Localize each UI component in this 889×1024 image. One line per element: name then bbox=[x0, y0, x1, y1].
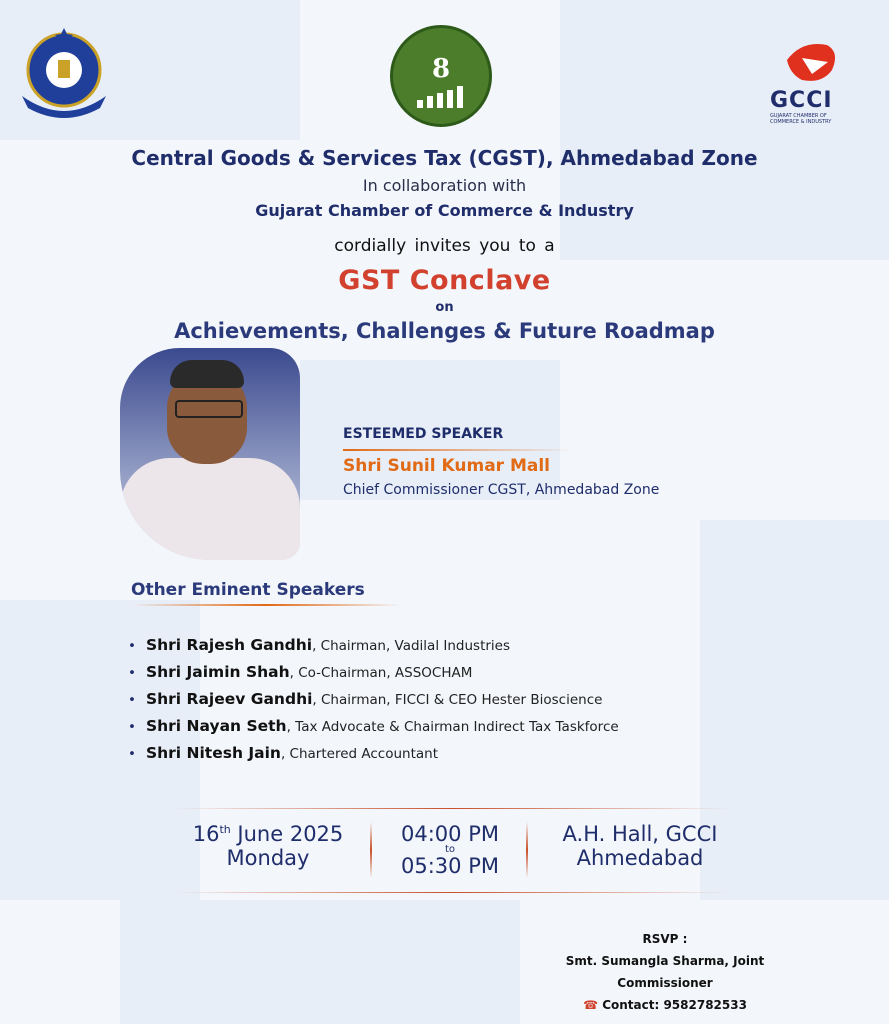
list-item: • Shri Jaimin Shah, Co-Chairman, ASSOCHAM bbox=[128, 663, 619, 690]
list-item: • Shri Rajesh Gandhi, Chairman, Vadilal Industries bbox=[128, 636, 619, 663]
gst-8-years-logo bbox=[390, 25, 492, 127]
cbic-emblem-logo bbox=[20, 26, 108, 118]
organizer-title: Central Goods & Services Tax (CGST), Ahmedabad Zone bbox=[131, 146, 758, 170]
years-number: 8 bbox=[431, 54, 451, 84]
divider bbox=[172, 808, 732, 809]
divider bbox=[343, 449, 573, 451]
speaker-photo bbox=[120, 348, 300, 560]
event-venue: A.H. Hall, GCCI Ahmedabad bbox=[562, 822, 718, 870]
event-weekday: Monday bbox=[226, 846, 310, 870]
speaker-role: Chief Commissioner CGST, Ahmedabad Zone bbox=[343, 482, 660, 498]
event-time: 04:00 PM to 05:30 PM bbox=[401, 822, 499, 878]
event-name: GST Conclave bbox=[338, 265, 551, 296]
gcci-wordmark: GCCI bbox=[770, 88, 833, 113]
other-speakers-heading: Other Eminent Speakers bbox=[131, 580, 365, 600]
list-item: • Shri Nitesh Jain, Chartered Accountant bbox=[128, 744, 619, 771]
invite-text: cordially invites you to a bbox=[334, 236, 555, 256]
phone-icon: ☎ bbox=[583, 998, 603, 1012]
gcci-logo bbox=[770, 40, 854, 125]
event-date: 16th June 2025 Monday bbox=[178, 822, 358, 870]
on-text: on bbox=[435, 300, 454, 315]
rsvp-block bbox=[520, 928, 810, 1016]
list-item: • Shri Nayan Seth, Tax Advocate & Chairman Indirect Tax Taskforce bbox=[128, 717, 619, 744]
divider bbox=[526, 822, 528, 878]
gcci-subtitle: GUJARAT CHAMBER OF COMMERCE & INDUSTRY bbox=[770, 113, 832, 125]
bar-growth-icon bbox=[415, 86, 467, 108]
other-speakers-list bbox=[128, 636, 619, 771]
speaker-name: Shri Sunil Kumar Mall bbox=[343, 456, 551, 476]
list-item: • Shri Rajeev Gandhi, Chairman, FICCI & CEO Hester Bioscience bbox=[128, 690, 619, 717]
rsvp-person: Smt. Sumangla Sharma, Joint Commissioner bbox=[565, 954, 765, 990]
event-theme: Achievements, Challenges & Future Roadmap bbox=[174, 319, 715, 343]
rsvp-contact[interactable]: Contact: 9582782533 bbox=[602, 998, 747, 1012]
partner-name: Gujarat Chamber of Commerce & Industry bbox=[255, 201, 634, 220]
collab-text: In collaboration with bbox=[362, 176, 527, 195]
esteemed-speaker-label: ESTEEMED SPEAKER bbox=[343, 426, 504, 442]
divider bbox=[131, 604, 401, 606]
lion-icon bbox=[782, 40, 842, 84]
divider bbox=[370, 822, 372, 878]
divider bbox=[172, 892, 732, 893]
rsvp-label: RSVP : bbox=[642, 932, 688, 946]
